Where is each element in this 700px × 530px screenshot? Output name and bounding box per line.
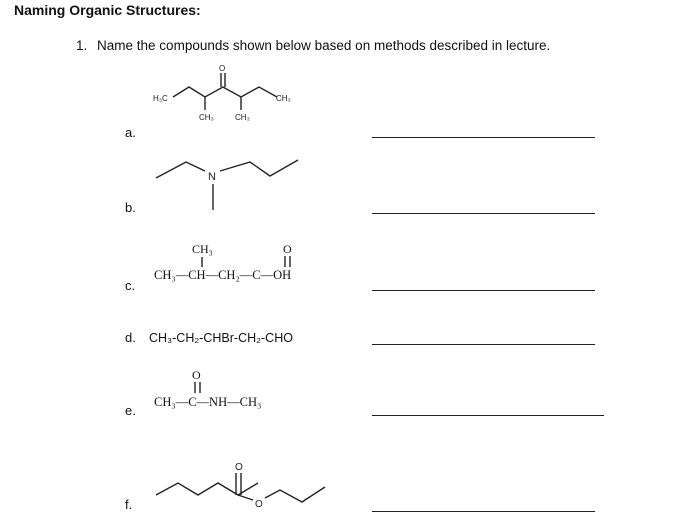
item-label-e: e. bbox=[125, 403, 136, 418]
page-heading: Naming Organic Structures: bbox=[14, 2, 201, 18]
answer-line-a bbox=[372, 137, 595, 138]
item-label-b: b. bbox=[125, 200, 136, 215]
atom-ch3-right: CH₃ bbox=[276, 94, 291, 103]
item-label-c: c. bbox=[125, 278, 136, 293]
atom-o-ester: O bbox=[255, 499, 263, 510]
structure-b bbox=[150, 150, 310, 215]
right-chain bbox=[220, 160, 298, 176]
atom-o: O bbox=[192, 368, 201, 382]
condensed-chain: CH₃—C—NH—CH₃ bbox=[154, 395, 262, 409]
structure-e bbox=[150, 368, 300, 418]
question-text: Name the compounds shown below based on methods described in lecture. bbox=[97, 38, 551, 53]
atom-h3c: H₃C bbox=[153, 94, 168, 103]
item-label-d: d. bbox=[125, 330, 136, 345]
atom-ch3-top: CH₃ bbox=[192, 242, 213, 256]
carbon-chain bbox=[173, 87, 277, 97]
question-1 bbox=[76, 38, 550, 53]
atom-n: N bbox=[208, 171, 216, 183]
carbon-chain bbox=[156, 483, 258, 495]
answer-line-e bbox=[372, 415, 604, 416]
structure-c bbox=[150, 240, 330, 290]
formula-d: CH₃-CH₂-CHBr-CH₂-CHO bbox=[149, 331, 293, 345]
answer-line-d bbox=[372, 344, 595, 345]
atom-ch3-sub2: CH₃ bbox=[235, 113, 250, 122]
structure-a bbox=[145, 60, 305, 130]
atom-o-carbonyl: O bbox=[235, 462, 243, 473]
atom-o: O bbox=[219, 64, 226, 73]
answer-line-b bbox=[372, 213, 595, 214]
item-label-a: a. bbox=[125, 125, 136, 140]
question-number: 1. bbox=[76, 38, 88, 53]
answer-line-c bbox=[372, 290, 595, 291]
atom-o: O bbox=[283, 242, 292, 256]
item-label-f: f. bbox=[125, 497, 133, 512]
structure-f bbox=[150, 455, 335, 510]
left-chain bbox=[156, 162, 205, 178]
atom-ch3-sub1: CH₃ bbox=[199, 113, 214, 122]
answer-line-f bbox=[372, 511, 595, 512]
ethyl-chain bbox=[265, 487, 325, 502]
ester-bond-left bbox=[238, 495, 253, 500]
condensed-chain: CH₃—CH—CH₂—C—OH bbox=[154, 268, 292, 282]
